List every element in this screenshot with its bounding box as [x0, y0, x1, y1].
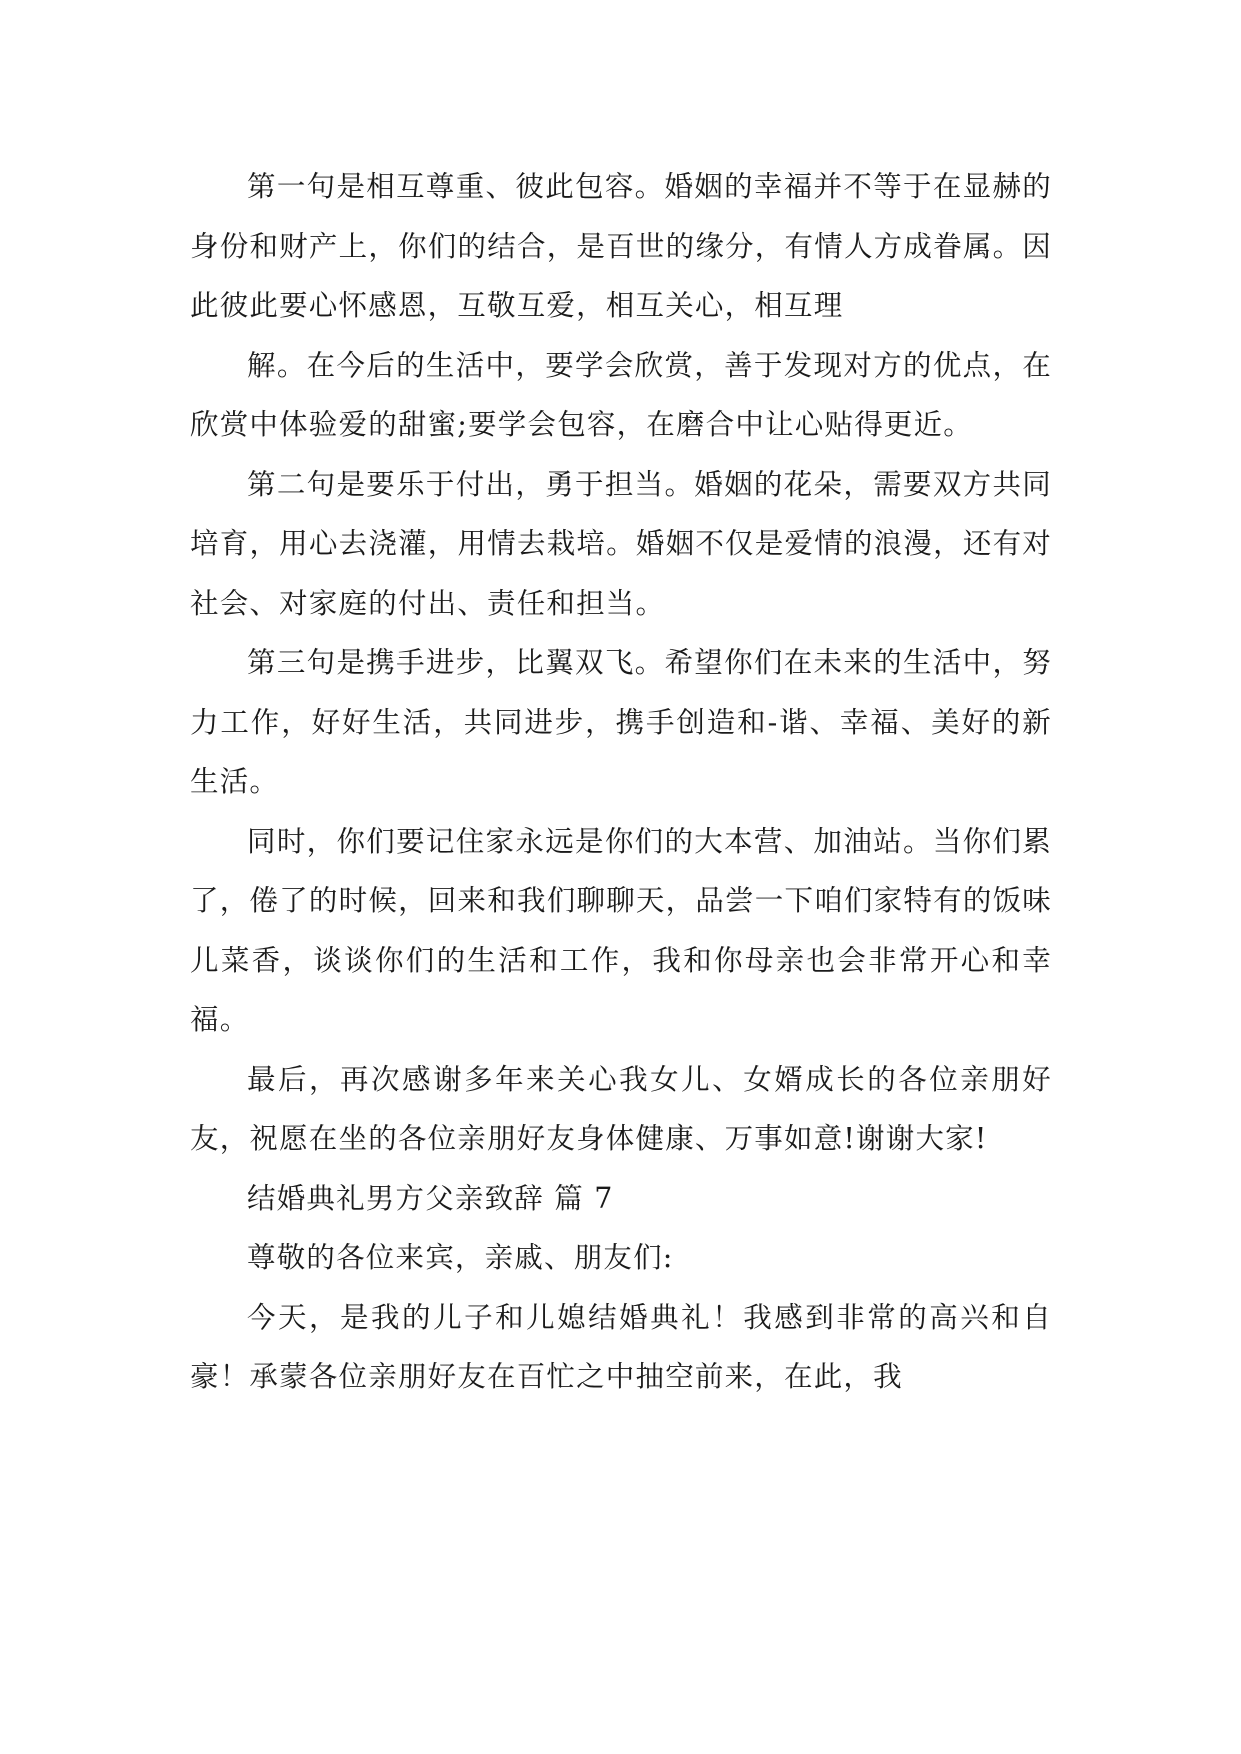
paragraph-understanding: 解。在今后的生活中，要学会欣赏，善于发现对方的优点，在欣赏中体验爱的甜蜜;要学会包容，在磨合中让心贴得更近。	[190, 348, 1052, 441]
paragraph-home-base: 同时，你们要记住家永远是你们的大本营、加油站。当你们累了，倦了的时候，回来和我们聊聊天，品尝一下咱们家特有的饭味儿菜香，谈谈你们的生活和工作，我和你母亲也会非常开心和幸福。	[190, 824, 1052, 1036]
salutation: 尊敬的各位来宾，亲戚、朋友们:	[247, 1241, 674, 1274]
paragraph-opening: 今天，是我的儿子和儿媳结婚典礼！我感到非常的高兴和自豪！承蒙各位亲朋好友在百忙之中抽空前来，在此，我	[190, 1300, 1052, 1393]
document-body	[190, 157, 1052, 1407]
paragraph-progress-together: 第三句是携手进步，比翼双飞。希望你们在未来的生活中，努力工作，好好生活，共同进步，携手创造和-谐、幸福、美好的新生活。	[190, 646, 1052, 798]
paragraph-closing-thanks: 最后，再次感谢多年来关心我女儿、女婿成长的各位亲朋好友，祝愿在坐的各位亲朋好友身体健康、万事如意!谢谢大家!	[190, 1062, 1052, 1155]
paragraph-willing-to-give: 第二句是要乐于付出，勇于担当。婚姻的花朵，需要双方共同培育，用心去浇灌，用情去栽培。婚姻不仅是爱情的浪漫，还有对社会、对家庭的付出、责任和担当。	[190, 467, 1052, 620]
section-heading: 结婚典礼男方父亲致辞 篇 7	[247, 1181, 614, 1215]
paragraph-mutual-respect: 第一句是相互尊重、彼此包容。婚姻的幸福并不等于在显赫的身份和财产上，你们的结合，是百世的缘分，有情人方成眷属。因此彼此要心怀感恩，互敬互爱，相互关心，相互理	[190, 170, 1052, 322]
